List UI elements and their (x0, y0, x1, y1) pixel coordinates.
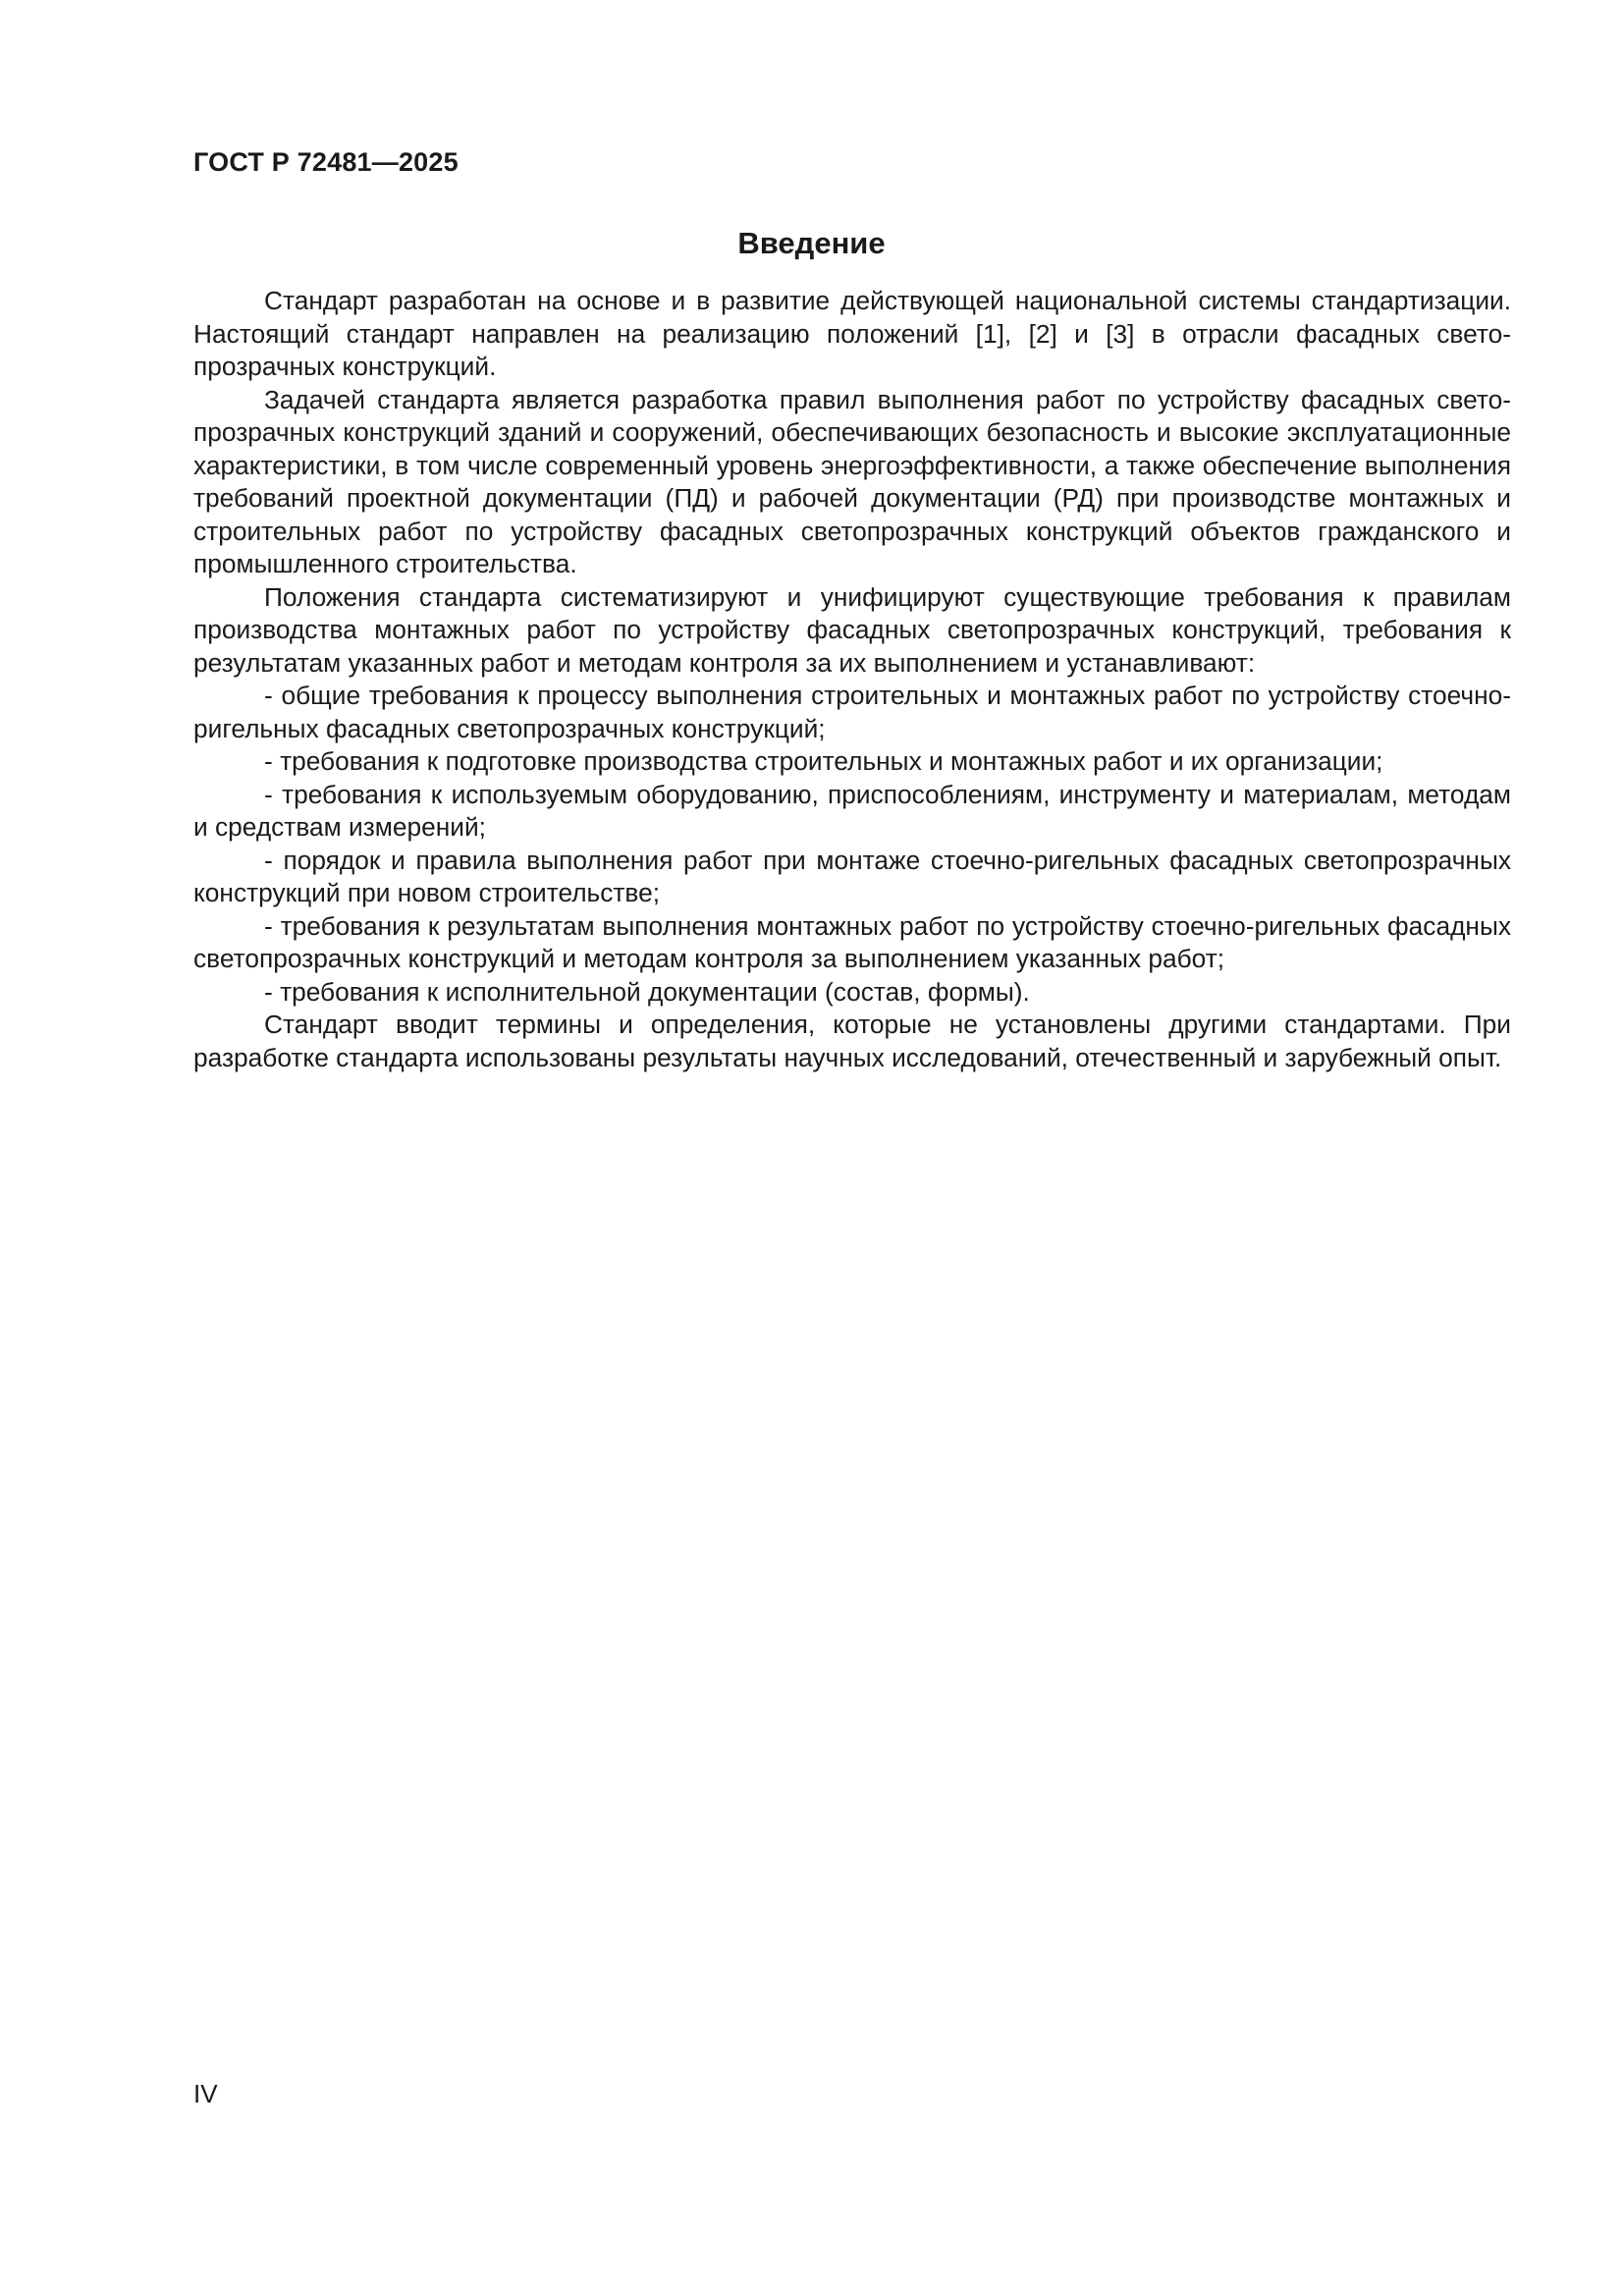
list-item-preparation: - требования к подготовке производства строительных и монтажных работ и их организации; (264, 746, 1383, 776)
paragraph-1: Стандарт разработан на основе и в развитие действующей национальной системы стандартизации. Настоящий стандарт направлен на реализацию положений [1], [2] и [3] в отрасли фасадных светопрозрачных конструкций. (193, 286, 1511, 381)
page-number: IV (193, 2079, 218, 2108)
list-item-documentation: - требования к исполнительной документации (состав, формы). (264, 976, 1030, 1007)
body-text (193, 285, 1511, 1074)
list-item-equipment: - требования к используемым оборудованию, приспособлениям, инструменту и материалам, методам и средствам измерений; (193, 779, 1511, 842)
list-item-general-requirements: - общие требования к процессу выполнения строительных и монтажных работ по устройству стоечно-ригельных фасадных светопрозрачных конструкций; (193, 681, 1511, 743)
document-standard-number: ГОСТ Р 72481—2025 (193, 147, 459, 177)
list-item-results-control: - требования к результатам выполнения монтажных работ по устройству стоечно-ригельных фасадных светопрозрачных конструкций и методам контроля за выполнением указанных работ; (193, 910, 1511, 973)
paragraph-3: Положения стандарта систематизируют и унифицируют существующие требования к правилам производства монтажных работ по устройству фасадных светопрозрачных конструкций, требования к результатам указанных работ и методам контроля за их выполнением и устанавливают: (193, 581, 1511, 678)
paragraph-2: Задачей стандарта является разработка правил выполнения работ по устройству фасадных светопрозрачных конструкций зданий и сооружений, обеспечивающих безопасность и высокие эксплуатационные характеристики, в том числе современный уровень энергоэффективности, а также обеспечение выполнения требований проектной документации (ПД) и рабочей документации (РД) при производстве монтажных и строительных работ по устройству фасадных светопрозрачных конструкций объектов гражданского и промышленного строительства. (193, 384, 1511, 578)
section-title: Введение (737, 226, 886, 260)
paragraph-4: Стандарт вводит термины и определения, которые не установлены другими стандартами. При разработке стандарта использованы результаты научных исследований, отечественный и зарубежный опыт. (193, 1010, 1511, 1072)
list-item-procedure: - порядок и правила выполнения работ при монтаже стоечно-ригельных фасадных светопрозрачных конструкций при новом строительстве; (193, 845, 1511, 907)
